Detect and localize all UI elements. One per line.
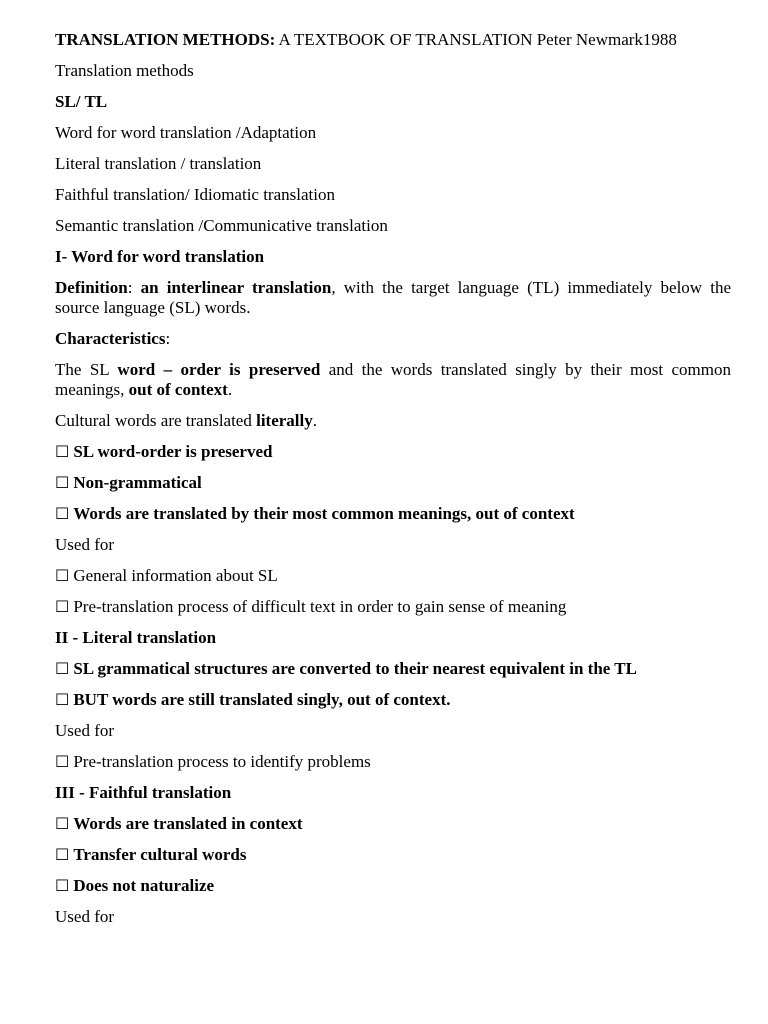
- section-heading-faithful: III - Faithful translation: [55, 783, 232, 802]
- method-pair: Semantic translation /Communicative translation: [55, 216, 388, 235]
- text-run: Cultural words are translated: [55, 411, 257, 430]
- bullet-item: [55, 597, 731, 617]
- text-run-bold: out of context: [128, 380, 228, 399]
- section-heading-literal: II - Literal translation: [55, 628, 217, 647]
- definition-label: Definition: [55, 278, 128, 297]
- bullet-text: Pre-translation process of difficult text in order to gain sense of meaning: [73, 597, 567, 616]
- checkbox-bullet-icon: ☐: [55, 876, 70, 895]
- checkbox-bullet-icon: ☐: [55, 473, 70, 492]
- title-rest: A TEXTBOOK OF TRANSLATION Peter Newmark1988: [275, 30, 677, 49]
- bullet-text: Words are translated in context: [73, 814, 303, 833]
- translation-methods-heading: Translation methods: [55, 61, 194, 80]
- bullet-item: [55, 814, 731, 834]
- title-bold: TRANSLATION METHODS:: [55, 30, 276, 49]
- text-run: .: [227, 380, 233, 399]
- bullet-item: [55, 442, 731, 462]
- bullet-text: Pre-translation process to identify problems: [73, 752, 371, 771]
- method-pair: Faithful translation/ Idiomatic translation: [55, 185, 335, 204]
- checkbox-bullet-icon: ☐: [55, 752, 70, 771]
- checkbox-bullet-icon: ☐: [55, 442, 70, 461]
- method-pair: Literal translation / translation: [55, 154, 262, 173]
- checkbox-bullet-icon: ☐: [55, 690, 70, 709]
- definition-term: an interlinear translation: [140, 278, 332, 297]
- used-for-label: Used for: [55, 535, 115, 554]
- bullet-item: [55, 504, 731, 524]
- text-run-bold: word – order is preserved: [117, 360, 321, 379]
- bullet-text: Transfer cultural words: [73, 845, 247, 864]
- checkbox-bullet-icon: ☐: [55, 566, 70, 585]
- bullet-text: SL grammatical structures are converted to their nearest equivalent in the TL: [73, 659, 637, 678]
- method-pair: Word for word translation /Adaptation: [55, 123, 317, 142]
- bullet-item: [55, 659, 731, 679]
- definition-sep: :: [127, 278, 141, 297]
- bullet-item: [55, 845, 731, 865]
- cultural-words-paragraph: [55, 411, 731, 431]
- bullet-text: Does not naturalize: [73, 876, 215, 895]
- bullet-item: [55, 473, 731, 493]
- bullet-text: Non-grammatical: [73, 473, 202, 492]
- text-run: The SL: [55, 360, 118, 379]
- bullet-text: BUT words are still translated singly, out of context.: [73, 690, 451, 709]
- sl-tl-heading: SL/ TL: [55, 92, 108, 111]
- text-run: .: [312, 411, 318, 430]
- checkbox-bullet-icon: ☐: [55, 597, 70, 616]
- word-order-paragraph: [55, 360, 731, 400]
- checkbox-bullet-icon: ☐: [55, 659, 70, 678]
- characteristics-colon: :: [165, 329, 171, 348]
- document-title: [55, 30, 731, 50]
- bullet-text: Words are translated by their most common meanings, out of context: [73, 504, 575, 523]
- bullet-item: [55, 876, 731, 896]
- text-run-bold: literally: [256, 411, 313, 430]
- characteristics-label: Characteristics: [55, 329, 166, 348]
- bullet-item: [55, 690, 731, 710]
- bullet-text: SL word-order is preserved: [73, 442, 273, 461]
- section-heading-word-for-word: I- Word for word translation: [55, 247, 265, 266]
- characteristics-label-line: [55, 329, 731, 349]
- bullet-item: [55, 566, 731, 586]
- checkbox-bullet-icon: ☐: [55, 814, 70, 833]
- checkbox-bullet-icon: ☐: [55, 845, 70, 864]
- bullet-text: General information about SL: [73, 566, 278, 585]
- bullet-item: [55, 752, 731, 772]
- used-for-label: Used for: [55, 721, 115, 740]
- used-for-label: Used for: [55, 907, 115, 926]
- definition-paragraph: [55, 278, 731, 318]
- text-run: and the words translated singly by their most common meanings,: [55, 360, 732, 399]
- definition-rest: , with the target language (TL) immediately below the source language (SL) words.: [55, 278, 731, 317]
- checkbox-bullet-icon: ☐: [55, 504, 70, 523]
- document-page: [55, 30, 731, 938]
